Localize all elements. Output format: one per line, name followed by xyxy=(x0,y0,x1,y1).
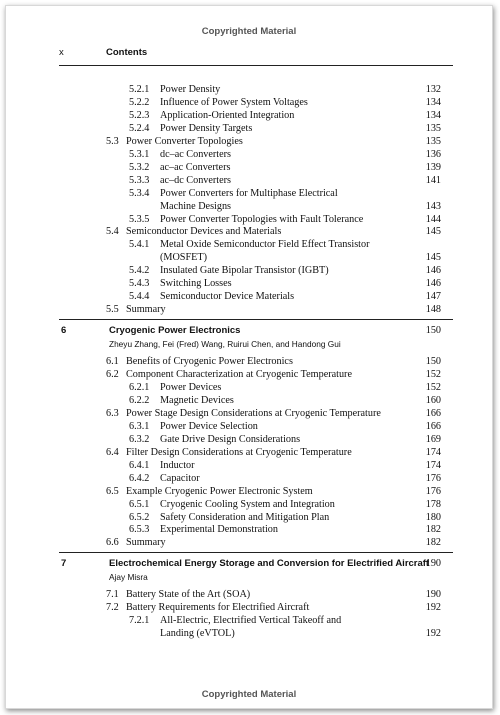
toc-entry-number: 5.3.2 xyxy=(129,161,150,173)
toc-entry-page: 176 xyxy=(425,485,441,497)
running-head-title: Contents xyxy=(106,47,148,58)
toc-entry-title: Battery Requirements for Electrified Aircraft xyxy=(126,602,310,614)
toc-entry-number: 6.2.1 xyxy=(129,382,150,393)
toc-entry xyxy=(6,135,492,149)
toc-entry-number: 6.5.1 xyxy=(129,498,150,510)
toc-entry-title: Filter Design Considerations at Cryogenic Temperature xyxy=(126,446,352,458)
toc-entry-number: 5.3 xyxy=(106,135,119,147)
toc-entry-title: Magnetic Devices xyxy=(160,394,234,406)
toc-entry xyxy=(6,187,492,201)
toc-entry-number: 6.3 xyxy=(106,407,119,419)
toc-entry-title: Power Density Targets xyxy=(160,122,253,134)
toc-entry-page: 182 xyxy=(425,524,441,536)
toc-entry xyxy=(6,588,492,602)
toc-entry-number: 7.2.1 xyxy=(129,615,150,627)
watermark-bottom: Copyrighted Material xyxy=(201,689,297,700)
toc-chapter-entry xyxy=(6,324,492,338)
toc-entry-title: Power Device Selection xyxy=(160,420,258,432)
toc-entry-number: 5.2.4 xyxy=(129,122,150,134)
toc-entry-number: 5.2.1 xyxy=(129,84,150,95)
toc-entry-page: 145 xyxy=(425,252,441,264)
toc-entry-number: 5.3.3 xyxy=(129,174,150,186)
toc-entry-page: 146 xyxy=(425,265,441,277)
toc-entry-page: 160 xyxy=(425,394,441,406)
toc-entry-number: 6.3.1 xyxy=(129,420,150,432)
toc-entry xyxy=(6,148,492,162)
toc-entry-page: 192 xyxy=(425,628,441,640)
toc-entry-number: 6.5.2 xyxy=(129,511,150,523)
toc-entry xyxy=(6,161,492,175)
toc-entry-title: (MOSFET) xyxy=(160,252,207,264)
toc-entry-title: Switching Losses xyxy=(160,278,232,290)
toc-entry-page: 134 xyxy=(425,96,441,108)
toc-entry xyxy=(6,536,492,550)
page-number: x xyxy=(59,47,64,58)
toc-entry xyxy=(6,264,492,278)
toc-entry xyxy=(6,394,492,408)
toc-entry-number: 6.5.3 xyxy=(129,524,150,536)
toc-entry xyxy=(6,213,492,227)
toc-entry-page: 166 xyxy=(425,420,441,432)
toc-entry xyxy=(6,381,492,395)
toc-entry xyxy=(6,83,492,97)
toc-entry-title: Metal Oxide Semiconductor Field Effect Transistor xyxy=(160,239,370,251)
toc-entry xyxy=(6,485,492,499)
toc-entry-page: 152 xyxy=(425,382,441,393)
toc-entry-number: 6.4 xyxy=(106,446,119,458)
toc-entry-page: 135 xyxy=(425,135,441,147)
toc-entry xyxy=(6,420,492,434)
toc-entry-number: 6.3.2 xyxy=(129,433,150,445)
toc-entry-number: 6.6 xyxy=(106,537,119,549)
toc-entry-number: 5.4.2 xyxy=(129,265,150,277)
toc-entry-number: 6.2.2 xyxy=(129,394,150,406)
toc-entry-number: 5.5 xyxy=(106,304,119,316)
toc-entry-page: 139 xyxy=(425,161,441,173)
toc-entry xyxy=(6,627,492,641)
toc-entry-page: 190 xyxy=(425,558,441,570)
toc-entry-page: 182 xyxy=(425,537,441,549)
toc-entry-number: 5.4.4 xyxy=(129,291,150,303)
toc-entry-title: Influence of Power System Voltages xyxy=(160,96,308,108)
toc-entry-title: Safety Consideration and Mitigation Plan xyxy=(160,511,330,523)
toc-entry-page: 178 xyxy=(425,498,441,510)
toc-entry xyxy=(6,407,492,421)
toc-entry-page: 145 xyxy=(425,226,441,238)
toc-entry-page: 134 xyxy=(425,109,441,121)
toc-entry xyxy=(6,614,492,628)
toc-entry-number: 6 xyxy=(61,325,67,337)
toc-entry-title: Benefits of Cryogenic Power Electronics xyxy=(126,356,293,368)
toc-entry-number: 6.1 xyxy=(106,356,119,368)
toc-entry-title: ac–dc Converters xyxy=(160,174,231,186)
toc-entry-number: 6.5 xyxy=(106,485,119,497)
toc-entry-number: 6.4.1 xyxy=(129,459,150,471)
toc-entry-page: 141 xyxy=(425,174,441,186)
toc-entry-page: 169 xyxy=(425,433,441,445)
header-rule xyxy=(59,65,453,66)
toc-entry xyxy=(6,511,492,525)
toc-entry-title: Gate Drive Design Considerations xyxy=(160,433,301,445)
toc-entry-title: Electrochemical Energy Storage and Conversion for Electrified Aircraft xyxy=(109,558,430,570)
toc-entry xyxy=(6,523,492,537)
toc-entry-title: Semiconductor Device Materials xyxy=(160,291,295,303)
toc-entry-number: 5.3.4 xyxy=(129,187,150,199)
toc-entry xyxy=(6,459,492,473)
toc-entry xyxy=(6,225,492,239)
chapter-rule xyxy=(59,552,453,553)
toc-entry-title: Power Stage Design Considerations at Cryogenic Temperature xyxy=(126,407,381,419)
toc-entry-page: 135 xyxy=(425,122,441,134)
toc-entry-title: Capacitor xyxy=(160,472,200,484)
toc-entry xyxy=(6,174,492,188)
toc-entry-page: 150 xyxy=(425,356,441,368)
toc-entry xyxy=(6,446,492,460)
toc-entry-number: 6.4.2 xyxy=(129,472,150,484)
toc-entry xyxy=(6,433,492,447)
toc-entry-number: 7.2 xyxy=(106,602,119,614)
toc-entry-title: ac–ac Converters xyxy=(160,161,231,173)
toc-entry-title: Inductor xyxy=(160,459,195,471)
toc-entry-page: 144 xyxy=(425,213,441,225)
toc-entry-number: 6.2 xyxy=(106,369,119,381)
toc-entry xyxy=(6,251,492,265)
toc-entry-title: Power Devices xyxy=(160,382,222,393)
toc-entry xyxy=(6,277,492,291)
toc-entry xyxy=(6,109,492,123)
toc-entry xyxy=(6,472,492,486)
toc-entry-page: 174 xyxy=(425,446,441,458)
toc-entry-number: 5.4.3 xyxy=(129,278,150,290)
toc-entry-page: 143 xyxy=(425,200,441,212)
toc-entry-title: Example Cryogenic Power Electronic System xyxy=(126,485,313,497)
toc-entry-page: 152 xyxy=(425,369,441,381)
toc-entry-title: Application-Oriented Integration xyxy=(160,109,295,121)
toc-entry-title: Cryogenic Cooling System and Integration xyxy=(160,498,335,510)
toc-entry-title: Power Density xyxy=(160,84,221,95)
toc-entry-number: 5.2.2 xyxy=(129,96,150,108)
toc-entry-title: Experimental Demonstration xyxy=(160,524,278,536)
toc-entry-page: 146 xyxy=(425,278,441,290)
toc-entry-page: 132 xyxy=(425,84,441,95)
toc-entry-number: 5.3.5 xyxy=(129,213,150,225)
toc-entry xyxy=(6,238,492,252)
toc-entry-page: 174 xyxy=(425,459,441,471)
toc-entry-page: 136 xyxy=(425,148,441,160)
toc-entry-title: Power Converters for Multiphase Electrical xyxy=(160,187,338,199)
toc-entry-title: Power Converter Topologies with Fault Tolerance xyxy=(160,213,364,225)
toc-entry xyxy=(6,200,492,214)
toc-entry xyxy=(6,368,492,382)
toc-entry-title: Cryogenic Power Electronics xyxy=(109,325,241,337)
toc-entry-page: 176 xyxy=(425,472,441,484)
toc-entry-title: Landing (eVTOL) xyxy=(160,628,235,640)
toc-entry-number: 7 xyxy=(61,558,67,570)
toc-chapter-entry xyxy=(6,557,492,571)
toc-entry-page: 190 xyxy=(425,589,441,601)
toc-entry-title: Battery State of the Art (SOA) xyxy=(126,589,251,601)
toc-entry xyxy=(6,96,492,110)
toc-entry-number: 7.1 xyxy=(106,589,119,601)
toc-entry-page: 192 xyxy=(425,602,441,614)
toc-entry xyxy=(6,601,492,615)
toc-entry-page: 166 xyxy=(425,407,441,419)
toc-entry-number: 5.4.1 xyxy=(129,239,150,251)
toc-entry xyxy=(6,355,492,369)
toc-entry-title: Component Characterization at Cryogenic Temperature xyxy=(126,369,352,381)
running-head xyxy=(59,47,453,59)
toc-entry-title: Semiconductor Devices and Materials xyxy=(126,226,282,238)
toc-entry-title: Summary xyxy=(126,537,166,549)
toc-entry-title: Insulated Gate Bipolar Transistor (IGBT) xyxy=(160,265,329,277)
toc-entry-page: 180 xyxy=(425,511,441,523)
watermark-top: Copyrighted Material xyxy=(201,26,297,37)
chapter-authors: Ajay Misra xyxy=(109,572,148,583)
toc-entry-number: 5.4 xyxy=(106,226,119,238)
toc-entry-number: 5.3.1 xyxy=(129,148,150,160)
toc-entry-title: dc–ac Converters xyxy=(160,148,231,160)
toc-entry-number: 5.2.3 xyxy=(129,109,150,121)
toc-entry xyxy=(6,122,492,136)
chapter-rule xyxy=(59,319,453,320)
chapter-authors: Zheyu Zhang, Fei (Fred) Wang, Ruirui Chen, and Handong Gui xyxy=(109,339,341,350)
toc-entry xyxy=(6,303,492,317)
toc-entry-title: Summary xyxy=(126,304,166,316)
toc-entry xyxy=(6,290,492,304)
toc-entry-page: 150 xyxy=(425,325,441,337)
book-page xyxy=(5,5,493,709)
toc-entry-title: Power Converter Topologies xyxy=(126,135,243,147)
toc-entry-title: All-Electric, Electrified Vertical Takeoff and xyxy=(160,615,342,627)
toc-entry-page: 148 xyxy=(425,304,441,316)
toc-entry-title: Machine Designs xyxy=(160,200,232,212)
toc-entry xyxy=(6,498,492,512)
toc-entry-page: 147 xyxy=(425,291,441,303)
